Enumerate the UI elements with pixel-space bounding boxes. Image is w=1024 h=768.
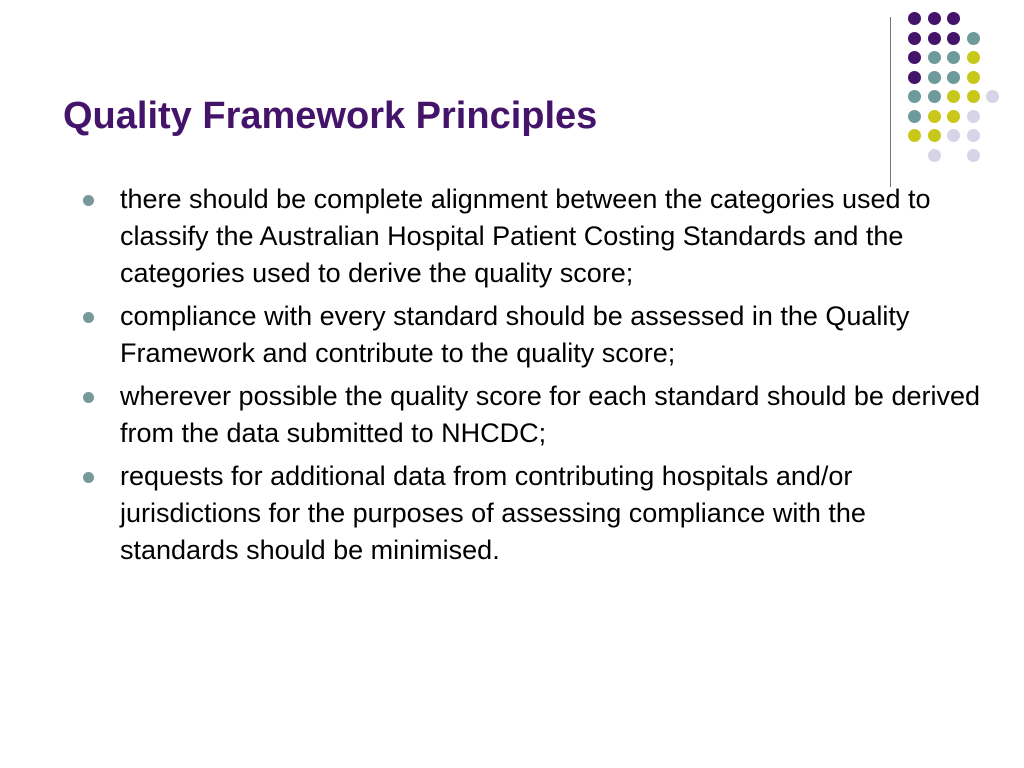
decorative-dot: [967, 149, 980, 162]
bullet-dot-icon: [83, 472, 94, 483]
decorative-dot: [947, 71, 960, 84]
decorative-dot: [908, 32, 921, 45]
bullet-item: [80, 181, 980, 292]
decorative-dot: [928, 12, 941, 25]
decorative-dot: [947, 90, 960, 103]
decorative-dot: [967, 32, 980, 45]
decorative-dot: [928, 32, 941, 45]
decorative-dot: [908, 12, 921, 25]
bullet-item: [80, 298, 980, 372]
bullet-dot-icon: [83, 312, 94, 323]
decorative-dot: [928, 149, 941, 162]
bullet-dot-icon: [83, 392, 94, 403]
bullet-text: there should be complete alignment between the categories used to classify the Australian Hospital Patient Costing Standards and the categories used to derive the quality score;: [120, 184, 931, 288]
decorative-dot: [908, 110, 921, 123]
decorative-dot: [986, 90, 999, 103]
decorative-dot: [967, 90, 980, 103]
bullet-dot-icon: [83, 195, 94, 206]
decorative-dot: [928, 51, 941, 64]
bullet-item: [80, 378, 980, 452]
decorative-dot: [908, 71, 921, 84]
decorative-dot: [967, 71, 980, 84]
decorative-dot: [947, 51, 960, 64]
decorative-dot: [908, 51, 921, 64]
bullet-text: compliance with every standard should be assessed in the Quality Framework and contribute to the quality score;: [120, 301, 910, 368]
slide-title: Quality Framework Principles: [63, 95, 598, 137]
decorative-dot: [967, 129, 980, 142]
bullet-text: wherever possible the quality score for each standard should be derived from the data submitted to NHCDC;: [120, 381, 981, 448]
decorative-dot: [967, 110, 980, 123]
decorative-dot: [928, 90, 941, 103]
decorative-dot-grid: [908, 12, 1004, 164]
bullet-list: [80, 181, 980, 575]
decorative-dot: [947, 129, 960, 142]
bullet-item: [80, 458, 980, 569]
decorative-dot: [928, 110, 941, 123]
decorative-dot: [947, 32, 960, 45]
decorative-dot: [967, 51, 980, 64]
decorative-dot: [947, 12, 960, 25]
divider-line: [890, 17, 891, 187]
decorative-dot: [928, 71, 941, 84]
bullet-text: requests for additional data from contributing hospitals and/or jurisdictions for the purposes of assessing compliance with the standards should be minimised.: [120, 461, 866, 565]
decorative-dot: [908, 90, 921, 103]
decorative-dot: [928, 129, 941, 142]
decorative-dot: [908, 129, 921, 142]
decorative-dot: [947, 110, 960, 123]
